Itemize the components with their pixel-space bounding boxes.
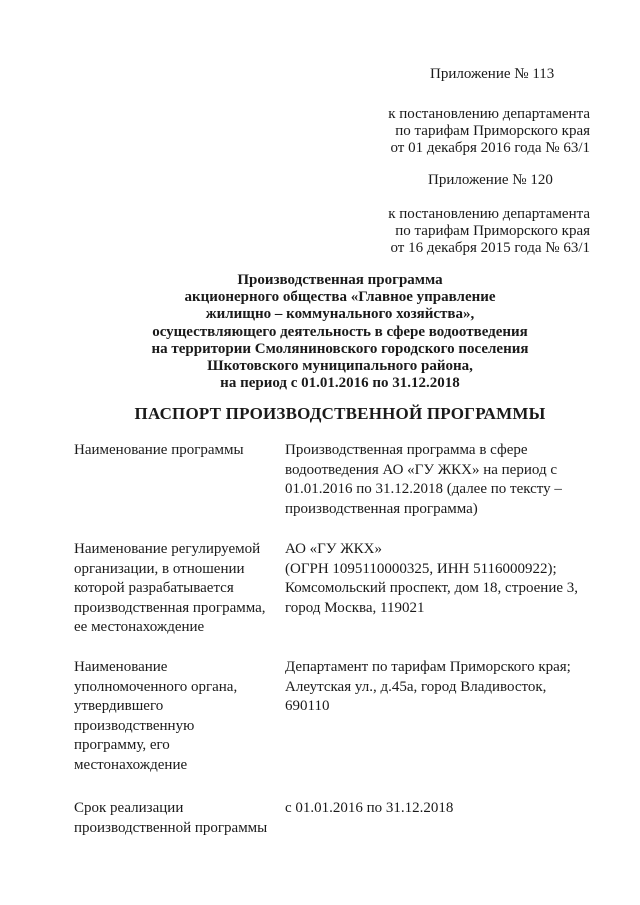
- value-line: с 01.01.2016 по 31.12.2018: [285, 800, 454, 816]
- row-label: [74, 658, 279, 775]
- value-line: Комсомольский проспект, дом 18, строение 3,: [285, 580, 579, 596]
- appendix-113-line: по тарифам Приморского края: [395, 123, 590, 139]
- label-line: производственную: [74, 717, 195, 734]
- row-value: [285, 658, 595, 717]
- appendix-113-title: Приложение № 113: [430, 66, 555, 82]
- appendix-113-line: к постановлению департамента: [388, 106, 590, 122]
- row-label: [74, 441, 279, 461]
- value-line: производственная программа): [285, 500, 478, 517]
- value-line: город Москва, 119021: [285, 599, 425, 616]
- label-line: программу, его: [74, 737, 170, 753]
- value-line: (ОГРН 1095110000325, ИНН 5116000922);: [285, 560, 557, 577]
- label-line: местонахождение: [74, 756, 188, 773]
- appendix-120-line: от 16 декабря 2015 года № 63/1: [390, 240, 590, 256]
- label-line: уполномоченного органа,: [74, 678, 238, 695]
- label-line: Наименование: [74, 659, 168, 675]
- label-line: ее местонахождение: [74, 619, 205, 635]
- value-line: 690110: [285, 698, 330, 714]
- heading-line: жилищно – коммунального хозяйства»,: [205, 306, 475, 323]
- value-line: 01.01.2016 по 31.12.2018 (далее по тексту –: [285, 481, 562, 497]
- heading-line: осуществляющего деятельность в сфере водоотведения: [152, 323, 528, 340]
- heading-line: акционерного общества «Главное управление: [184, 289, 496, 306]
- row-value: [285, 799, 595, 819]
- value-line: Департамент по тарифам Приморского края;: [285, 659, 571, 675]
- row-value: [285, 441, 595, 519]
- heading-line: на период с 01.01.2016 по 31.12.2018: [220, 375, 460, 392]
- value-line: АО «ГУ ЖКХ»: [285, 541, 382, 557]
- row-value: [285, 540, 595, 618]
- program-heading: [100, 272, 580, 392]
- label-line: утвердившего: [74, 698, 164, 714]
- value-line: Производственная программа в сфере: [285, 442, 528, 458]
- heading-line: Шкотовского муниципального района,: [207, 358, 473, 375]
- appendix-120-title: Приложение № 120: [428, 172, 553, 188]
- appendix-113-reference: [388, 106, 590, 157]
- label-line: Срок реализации: [74, 800, 184, 816]
- passport-title: ПАСПОРТ ПРОИЗВОДСТВЕННОЙ ПРОГРАММЫ: [134, 404, 546, 423]
- row-label: [74, 540, 279, 638]
- value-line: Алеутская ул., д.45а, город Владивосток,: [285, 678, 547, 695]
- label-line: производственной программы: [74, 819, 268, 836]
- appendix-120-line: к постановлению департамента: [388, 206, 590, 222]
- label-line: производственная программа,: [74, 599, 266, 616]
- heading-line: Производственная программа: [237, 272, 443, 288]
- label-line: Наименование регулируемой: [74, 541, 261, 557]
- heading-line: на территории Смоляниновского городского поселения: [151, 340, 529, 357]
- row-label: [74, 799, 279, 838]
- label-line: которой разрабатывается: [74, 580, 234, 596]
- value-line: водоотведения АО «ГУ ЖКХ» на период с: [285, 461, 557, 478]
- appendix-120-reference: [388, 206, 590, 257]
- appendix-113-line: от 01 декабря 2016 года № 63/1: [390, 140, 590, 156]
- label-line: Наименование программы: [74, 442, 244, 458]
- appendix-120-line: по тарифам Приморского края: [395, 223, 590, 239]
- label-line: организации, в отношении: [74, 560, 245, 577]
